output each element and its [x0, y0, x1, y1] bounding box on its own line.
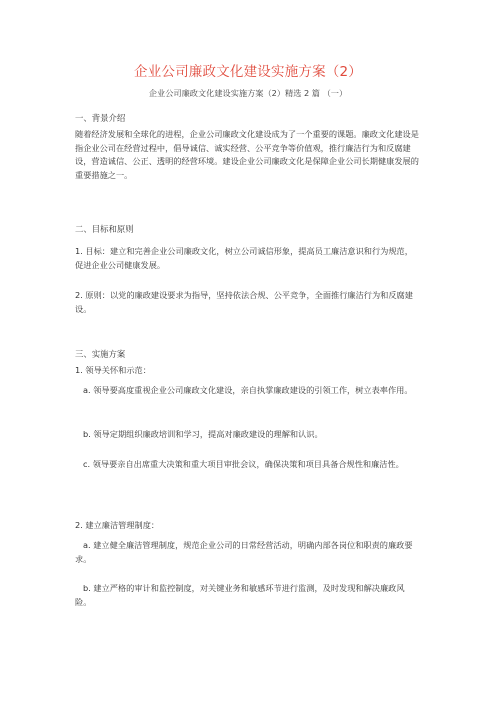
- section-heading-plan: 三、实施方案: [75, 349, 126, 359]
- paragraph-goal: 1. 目标：建立和完善企业公司廉政文化，树立公司诚信形象，提高员工廉洁意识和行为规范，促进企业公司健康发展。: [75, 246, 413, 270]
- list-item-leadership-b: b. 领导定期组织廉政培训和学习，提高对廉政建设的理解和认识。: [83, 429, 323, 439]
- paragraph-background: 随着经济发展和全球化的进程，企业公司廉政文化建设成为了一个重要的课题。廉政文化建设是指企业公司在经营过程中，倡导诚信、诚实经营、公平竞争等价值观，推行廉洁行为和反腐建设，营造诚信、公正、透明的经营环境。建设企业公司廉政文化是保障企业公司长期健康发展的重要措施之一。: [75, 129, 419, 180]
- list-item-leadership-a: a. 领导要高度重视企业公司廉政文化建设，亲自执掌廉政建设的引领工作，树立表率作用。: [83, 385, 413, 395]
- list-item-integrity-a: a. 建立健全廉洁管理制度，规范企业公司的日常经营活动，明确内部各岗位和职责的廉政要求。: [75, 540, 413, 564]
- paragraph-principle: 2. 原则：以党的廉政建设要求为指导，坚持依法合规、公平竞争，全面推行廉洁行为和反腐建设。: [75, 290, 413, 314]
- list-item-integrity-b: b. 建立严格的审计和监控制度，对关键业务和敏感环节进行监测，及时发现和解决廉政风险。: [75, 583, 405, 607]
- list-item-integrity-system: 2. 建立廉洁管理制度：: [75, 520, 160, 530]
- document-title: 企业公司廉政文化建设实施方案（2）: [134, 64, 362, 80]
- list-item-leadership: 1. 领导关怀和示范：: [75, 365, 151, 375]
- section-heading-background: 一、背景介绍: [75, 113, 126, 123]
- section-heading-goals: 二、目标和原则: [75, 224, 134, 234]
- document-subtitle: 企业公司廉政文化建设实施方案（2）精选 2 篇 （一）: [148, 88, 348, 98]
- list-item-leadership-c: c. 领导要亲自出席重大决策和重大项目审批会议，确保决策和项目具备合规性和廉洁性。: [83, 459, 404, 469]
